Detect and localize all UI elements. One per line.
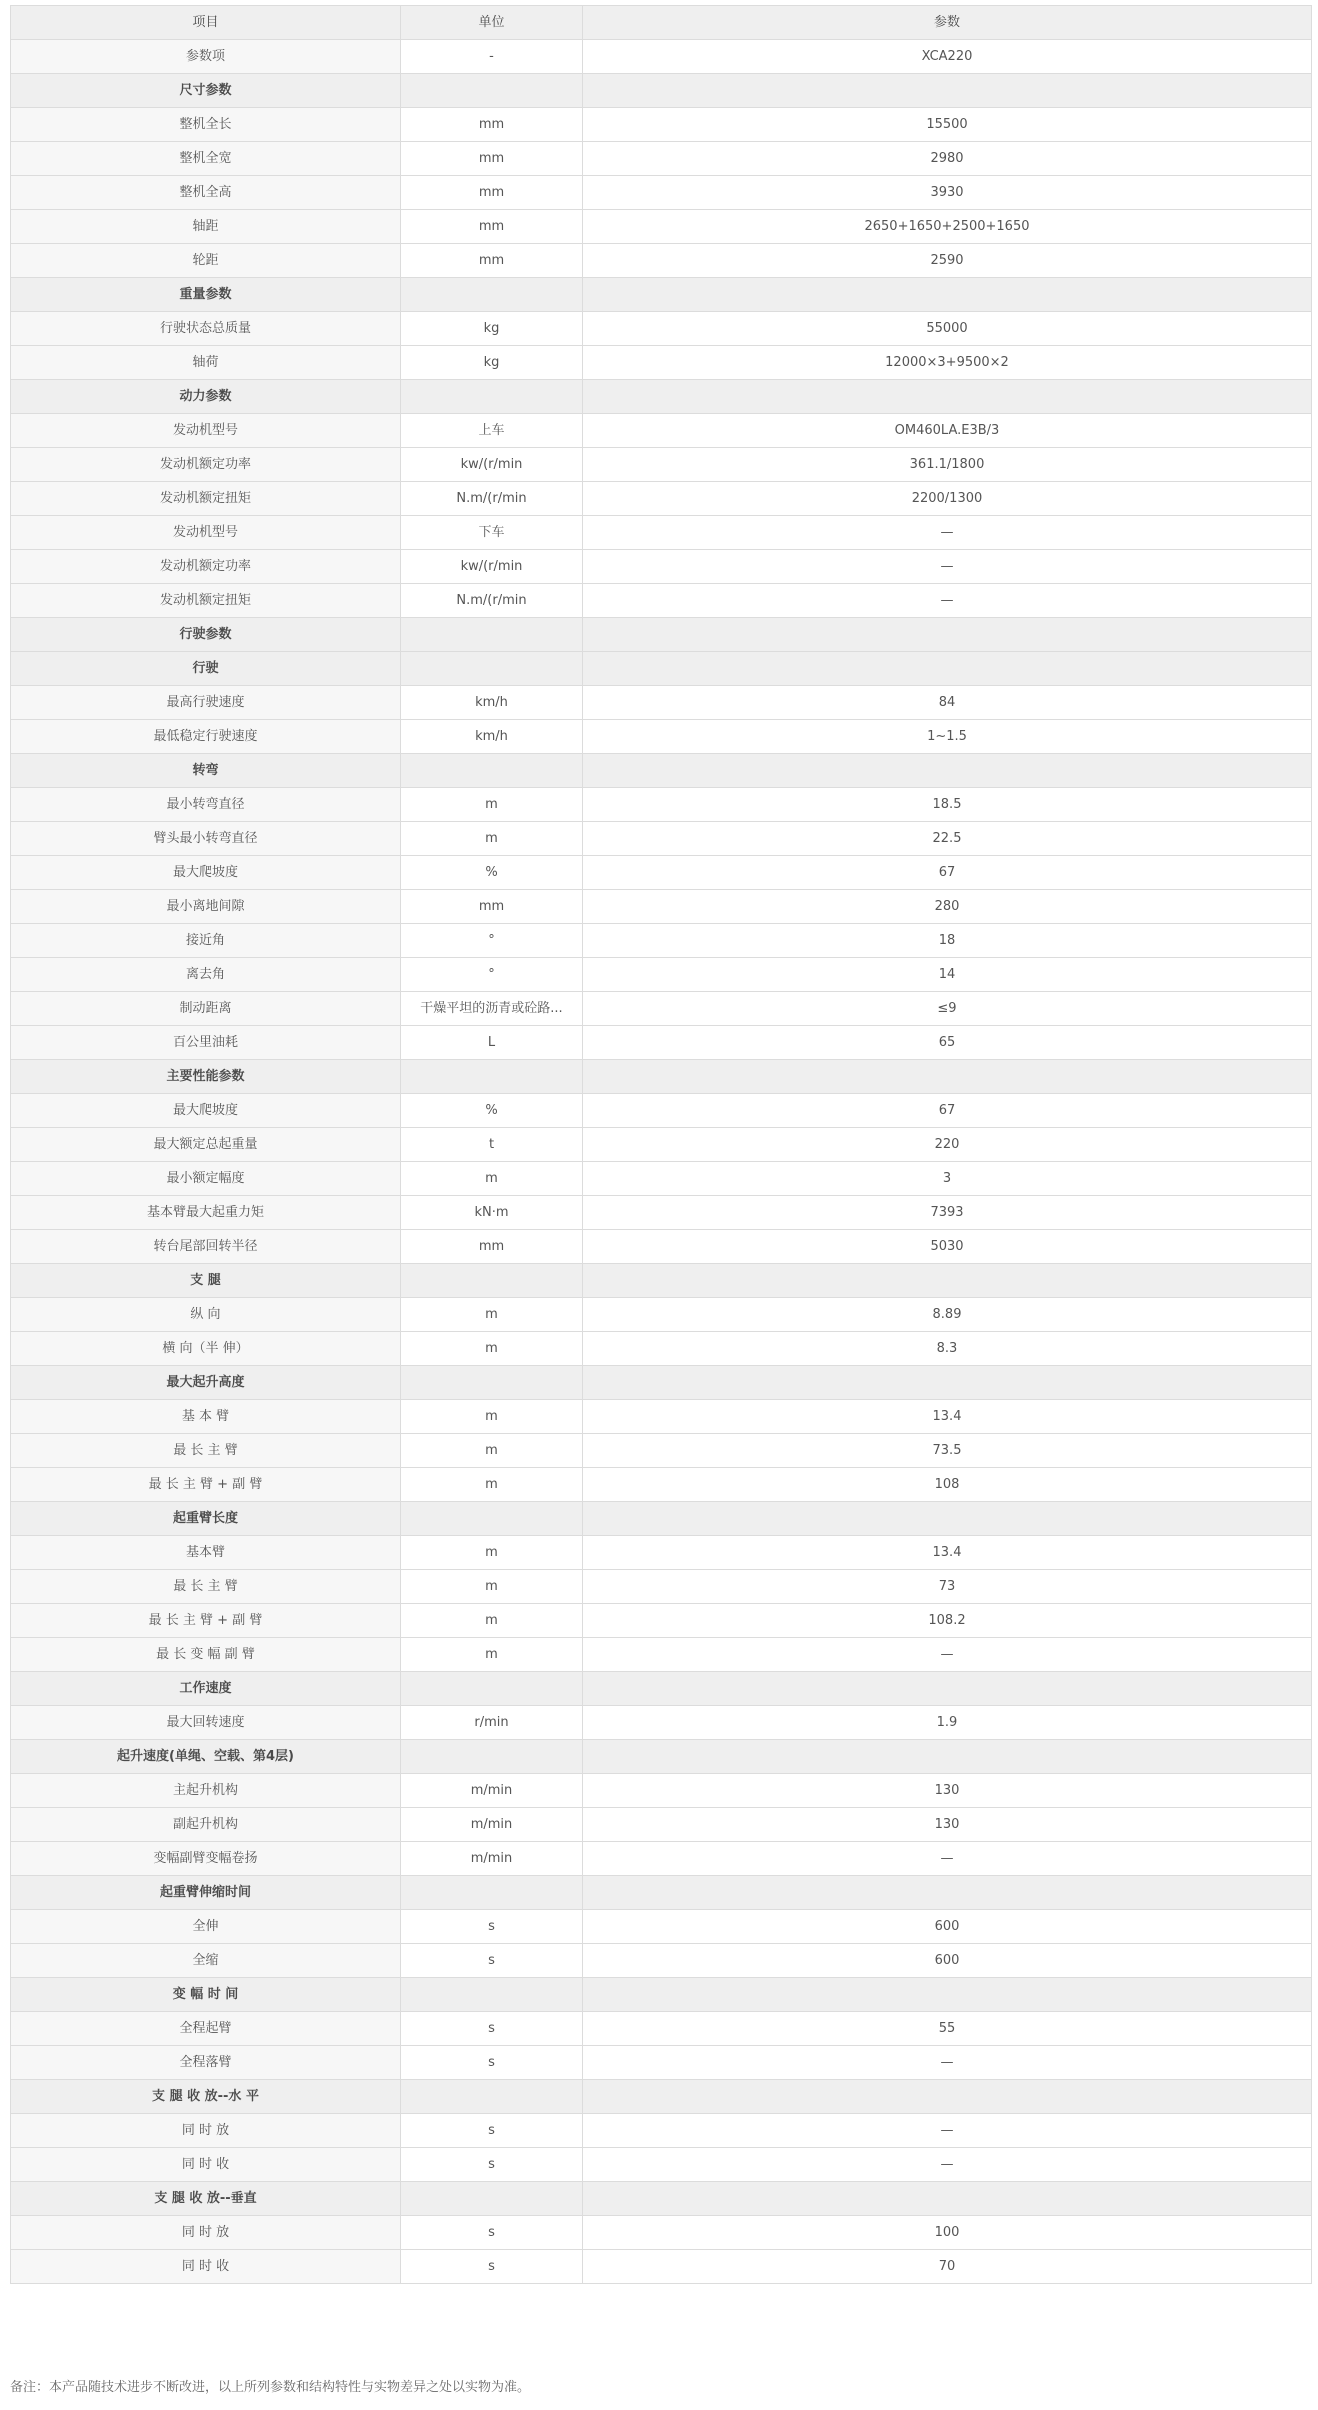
cell-item: 全伸 [11,1910,401,1944]
cell-item: 全程落臂 [11,2046,401,2080]
cell-value [583,2182,1312,2216]
table-row [11,720,1312,754]
table-row [11,1774,1312,1808]
table-row [11,550,1312,584]
section-row [11,754,1312,788]
cell-unit [401,1366,583,1400]
table-row [11,584,1312,618]
cell-value [583,1366,1312,1400]
cell-value: 18 [583,924,1312,958]
cell-value: 14 [583,958,1312,992]
cell-unit: m [401,1638,583,1672]
table-row [11,992,1312,1026]
table-row [11,448,1312,482]
cell-unit: - [401,40,583,74]
table-row [11,924,1312,958]
cell-value [583,1978,1312,2012]
cell-unit: s [401,2216,583,2250]
cell-unit: % [401,1094,583,1128]
cell-item: 轴距 [11,210,401,244]
section-title: 行驶 [11,652,401,686]
cell-value [583,74,1312,108]
table-row [11,2114,1312,2148]
section-title: 尺寸参数 [11,74,401,108]
cell-unit: ° [401,924,583,958]
table-row [11,176,1312,210]
header-value: 参数 [583,6,1312,40]
cell-unit: mm [401,142,583,176]
cell-unit: m [401,1468,583,1502]
cell-unit: s [401,2012,583,2046]
table-row [11,1298,1312,1332]
cell-item: 全缩 [11,1944,401,1978]
cell-value: ≤9 [583,992,1312,1026]
cell-value: 130 [583,1808,1312,1842]
cell-unit: m/min [401,1808,583,1842]
table-row [11,482,1312,516]
cell-unit [401,1264,583,1298]
cell-value: 65 [583,1026,1312,1060]
cell-value: — [583,2114,1312,2148]
cell-unit: m [401,822,583,856]
cell-item: 最 长 主 臂 + 副 臂 [11,1468,401,1502]
cell-unit: mm [401,244,583,278]
table-row [11,142,1312,176]
cell-value: 55 [583,2012,1312,2046]
cell-value [583,380,1312,414]
cell-unit: mm [401,108,583,142]
cell-unit: m [401,1298,583,1332]
section-title: 行驶参数 [11,618,401,652]
cell-value: 2980 [583,142,1312,176]
table-row [11,1162,1312,1196]
cell-value: 5030 [583,1230,1312,1264]
cell-unit [401,278,583,312]
section-title: 工作速度 [11,1672,401,1706]
table-row [11,346,1312,380]
cell-unit: m [401,1162,583,1196]
cell-item: 最小转弯直径 [11,788,401,822]
spec-table-body [11,6,1312,2284]
cell-item: 最低稳定行驶速度 [11,720,401,754]
cell-unit: s [401,2114,583,2148]
cell-value: 67 [583,856,1312,890]
table-row [11,1808,1312,1842]
cell-unit: m [401,1536,583,1570]
cell-value: — [583,1842,1312,1876]
cell-item: 整机全长 [11,108,401,142]
cell-value: 7393 [583,1196,1312,1230]
table-row [11,1026,1312,1060]
cell-value: 13.4 [583,1536,1312,1570]
table-row [11,1230,1312,1264]
table-row [11,516,1312,550]
cell-item: 轴荷 [11,346,401,380]
cell-unit: m/min [401,1842,583,1876]
cell-unit: m [401,1434,583,1468]
cell-value: 22.5 [583,822,1312,856]
cell-value [583,1502,1312,1536]
cell-value: — [583,2148,1312,2182]
table-row [11,1842,1312,1876]
cell-value: 2590 [583,244,1312,278]
section-row [11,1502,1312,1536]
cell-value: 8.89 [583,1298,1312,1332]
table-row [11,856,1312,890]
cell-item: 最大额定总起重量 [11,1128,401,1162]
cell-value: 361.1/1800 [583,448,1312,482]
table-row [11,108,1312,142]
section-row [11,1060,1312,1094]
table-row [11,788,1312,822]
section-row [11,652,1312,686]
cell-unit: m [401,1400,583,1434]
cell-item: 发动机额定扭矩 [11,482,401,516]
cell-unit: N.m/(r/min [401,584,583,618]
cell-item: 同 时 放 [11,2216,401,2250]
cell-item: 发动机额定功率 [11,448,401,482]
cell-item: 整机全高 [11,176,401,210]
table-header-row [11,6,1312,40]
cell-unit [401,1740,583,1774]
cell-value [583,1060,1312,1094]
cell-item: 参数项 [11,40,401,74]
cell-unit [401,754,583,788]
section-title: 起重臂长度 [11,1502,401,1536]
cell-item: 变幅副臂变幅卷扬 [11,1842,401,1876]
cell-unit: 上车 [401,414,583,448]
section-row [11,2182,1312,2216]
cell-value: — [583,584,1312,618]
cell-value: 73.5 [583,1434,1312,1468]
table-row [11,2216,1312,2250]
table-row [11,1638,1312,1672]
section-title: 支 腿 收 放--水 平 [11,2080,401,2114]
cell-value: 3930 [583,176,1312,210]
cell-value: — [583,1638,1312,1672]
cell-item: 基本臂最大起重力矩 [11,1196,401,1230]
cell-item: 最小离地间隙 [11,890,401,924]
cell-value: 8.3 [583,1332,1312,1366]
cell-value: 108 [583,1468,1312,1502]
section-title: 起升速度(单绳、空载、第4层) [11,1740,401,1774]
table-row [11,1570,1312,1604]
cell-unit: 干燥平坦的沥青或砼路... [401,992,583,1026]
cell-unit: mm [401,210,583,244]
table-row [11,210,1312,244]
section-row [11,1366,1312,1400]
cell-value: 1.9 [583,1706,1312,1740]
cell-item: 臂头最小转弯直径 [11,822,401,856]
cell-unit: kN·m [401,1196,583,1230]
cell-unit: km/h [401,686,583,720]
cell-value [583,1876,1312,1910]
cell-unit: r/min [401,1706,583,1740]
cell-value: 55000 [583,312,1312,346]
table-row [11,1094,1312,1128]
table-row [11,1196,1312,1230]
cell-value: 73 [583,1570,1312,1604]
cell-unit: kg [401,312,583,346]
cell-unit [401,2080,583,2114]
cell-item: 全程起臂 [11,2012,401,2046]
cell-value [583,1740,1312,1774]
cell-value [583,652,1312,686]
header-item: 项目 [11,6,401,40]
cell-item: 发动机额定功率 [11,550,401,584]
cell-value [583,278,1312,312]
cell-item: 最 长 主 臂 + 副 臂 [11,1604,401,1638]
cell-unit [401,1978,583,2012]
table-row [11,1468,1312,1502]
table-row [11,2046,1312,2080]
table-row [11,2148,1312,2182]
cell-unit [401,74,583,108]
cell-item: 最大爬坡度 [11,1094,401,1128]
table-row [11,1434,1312,1468]
cell-item: 副起升机构 [11,1808,401,1842]
cell-unit: kw/(r/min [401,550,583,584]
cell-item: 最小额定幅度 [11,1162,401,1196]
cell-unit: s [401,1910,583,1944]
cell-value: 280 [583,890,1312,924]
cell-value: 108.2 [583,1604,1312,1638]
cell-unit: m/min [401,1774,583,1808]
cell-unit: m [401,1604,583,1638]
cell-unit: mm [401,176,583,210]
cell-unit: N.m/(r/min [401,482,583,516]
cell-item: 最大爬坡度 [11,856,401,890]
cell-unit: m [401,1332,583,1366]
cell-item: 主起升机构 [11,1774,401,1808]
cell-unit: kg [401,346,583,380]
cell-unit [401,1060,583,1094]
spec-table [10,5,1312,2284]
cell-unit: mm [401,890,583,924]
cell-value: 12000×3+9500×2 [583,346,1312,380]
cell-unit: % [401,856,583,890]
section-title: 转弯 [11,754,401,788]
cell-value [583,1264,1312,1298]
cell-unit [401,2182,583,2216]
section-title: 重量参数 [11,278,401,312]
section-title: 支 腿 收 放--垂直 [11,2182,401,2216]
cell-unit: km/h [401,720,583,754]
cell-value: 67 [583,1094,1312,1128]
cell-unit [401,1672,583,1706]
table-row [11,1706,1312,1740]
cell-value: 130 [583,1774,1312,1808]
table-row [11,958,1312,992]
cell-item: 制动距离 [11,992,401,1026]
cell-item: 横 向（半 伸） [11,1332,401,1366]
cell-item: 最高行驶速度 [11,686,401,720]
table-row [11,822,1312,856]
cell-item: 轮距 [11,244,401,278]
table-row [11,40,1312,74]
cell-item: 接近角 [11,924,401,958]
cell-value: — [583,550,1312,584]
table-row [11,1332,1312,1366]
cell-item: 同 时 放 [11,2114,401,2148]
table-row [11,414,1312,448]
cell-value: 3 [583,1162,1312,1196]
cell-value: 84 [583,686,1312,720]
cell-value: 15500 [583,108,1312,142]
cell-unit: t [401,1128,583,1162]
section-title: 最大起升高度 [11,1366,401,1400]
cell-unit: s [401,2148,583,2182]
cell-item: 整机全宽 [11,142,401,176]
table-row [11,1536,1312,1570]
cell-unit [401,380,583,414]
table-row [11,312,1312,346]
cell-item: 基本臂 [11,1536,401,1570]
table-row [11,686,1312,720]
table-row [11,890,1312,924]
cell-item: 转台尾部回转半径 [11,1230,401,1264]
section-title: 支 腿 [11,1264,401,1298]
cell-value [583,618,1312,652]
cell-value [583,1672,1312,1706]
cell-unit: s [401,2250,583,2284]
section-title: 动力参数 [11,380,401,414]
cell-item: 发动机型号 [11,414,401,448]
cell-unit: m [401,788,583,822]
footnote: 备注：本产品随技术进步不断改进，以上所列参数和结构特性与实物差异之处以实物为准。 [10,2380,531,2395]
cell-value: 220 [583,1128,1312,1162]
cell-unit [401,1502,583,1536]
cell-value: 1~1.5 [583,720,1312,754]
section-row [11,1876,1312,1910]
table-row [11,1944,1312,1978]
cell-unit [401,1876,583,1910]
cell-unit: L [401,1026,583,1060]
cell-value: 100 [583,2216,1312,2250]
section-row [11,1978,1312,2012]
section-row [11,1264,1312,1298]
cell-item: 最 长 变 幅 副 臂 [11,1638,401,1672]
cell-item: 基 本 臂 [11,1400,401,1434]
section-title: 主要性能参数 [11,1060,401,1094]
cell-value: 18.5 [583,788,1312,822]
cell-unit: mm [401,1230,583,1264]
section-row [11,618,1312,652]
cell-value: 70 [583,2250,1312,2284]
table-row [11,1910,1312,1944]
cell-value [583,2080,1312,2114]
table-row [11,2250,1312,2284]
section-title: 起重臂伸缩时间 [11,1876,401,1910]
cell-unit [401,618,583,652]
cell-value: XCA220 [583,40,1312,74]
cell-item: 最 长 主 臂 [11,1570,401,1604]
cell-value: — [583,516,1312,550]
section-row [11,1672,1312,1706]
cell-value: 13.4 [583,1400,1312,1434]
section-row [11,1740,1312,1774]
table-row [11,1604,1312,1638]
cell-item: 最大回转速度 [11,1706,401,1740]
cell-item: 发动机额定扭矩 [11,584,401,618]
cell-unit: 下车 [401,516,583,550]
table-row [11,244,1312,278]
cell-value: 600 [583,1944,1312,1978]
section-row [11,2080,1312,2114]
header-unit: 单位 [401,6,583,40]
table-row [11,1128,1312,1162]
cell-unit [401,652,583,686]
cell-item: 纵 向 [11,1298,401,1332]
cell-item: 发动机型号 [11,516,401,550]
table-row [11,1400,1312,1434]
cell-item: 最 长 主 臂 [11,1434,401,1468]
table-row [11,2012,1312,2046]
cell-item: 同 时 收 [11,2148,401,2182]
cell-value: OM460LA.E3B/3 [583,414,1312,448]
cell-item: 百公里油耗 [11,1026,401,1060]
cell-unit: m [401,1570,583,1604]
cell-value: 2650+1650+2500+1650 [583,210,1312,244]
section-row [11,380,1312,414]
section-row [11,74,1312,108]
cell-value: 2200/1300 [583,482,1312,516]
cell-unit: s [401,2046,583,2080]
section-row [11,278,1312,312]
cell-value [583,754,1312,788]
cell-item: 离去角 [11,958,401,992]
cell-item: 行驶状态总质量 [11,312,401,346]
cell-item: 同 时 收 [11,2250,401,2284]
cell-unit: ° [401,958,583,992]
cell-value: — [583,2046,1312,2080]
cell-unit: kw/(r/min [401,448,583,482]
cell-unit: s [401,1944,583,1978]
section-title: 变 幅 时 间 [11,1978,401,2012]
cell-value: 600 [583,1910,1312,1944]
